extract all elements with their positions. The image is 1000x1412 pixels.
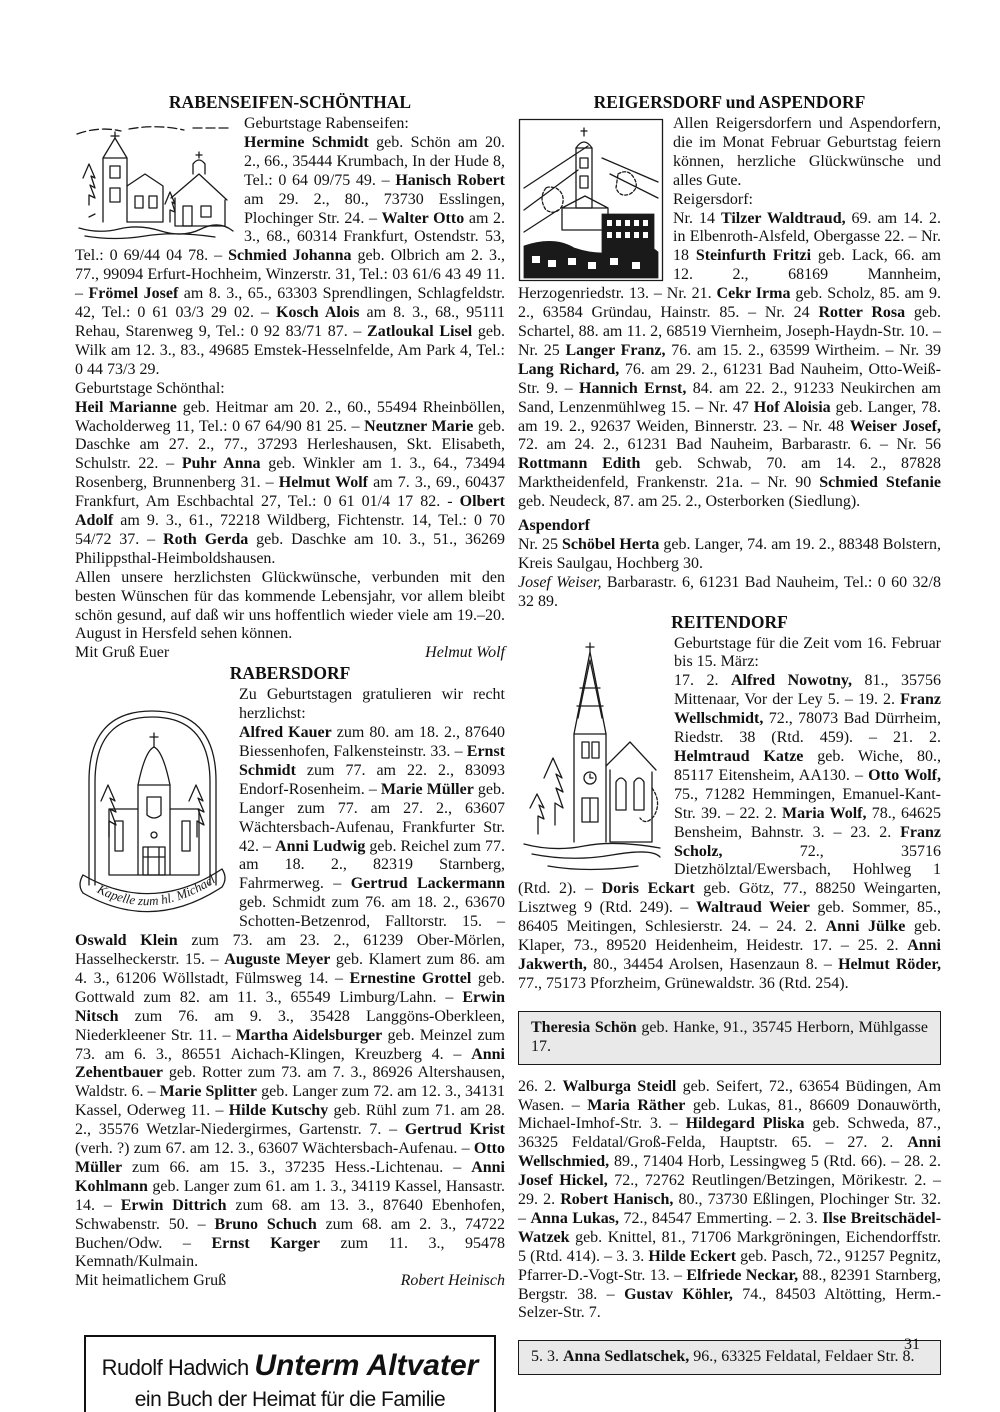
village-scene-illustration xyxy=(518,118,664,282)
signature-row xyxy=(75,644,505,663)
book-ad-author: Rudolf Hadwich xyxy=(101,1355,255,1381)
svg-text:Kapelle zum hl. Michael xyxy=(94,872,218,909)
section-reitendorf xyxy=(518,635,941,994)
highlight-entry: Theresia Schön geb. Hanke, 91., 35745 Herborn, Mühlgasse 17. xyxy=(531,1018,929,1055)
signature-row xyxy=(75,1272,505,1291)
signature-name: Helmut Wolf xyxy=(425,644,505,662)
village-church-illustration xyxy=(75,118,235,242)
book-ad-title: Unterm Altvater xyxy=(254,1349,479,1383)
signature-name: Robert Heinisch xyxy=(400,1272,505,1290)
highlight-entry: 5. 3. Anna Sedlatschek, 96., 63325 Feldatal, Feldaer Str. 8. xyxy=(531,1348,915,1366)
reitendorf-birthday-list-2: 26. 2. Walburga Steidl geb. Seifert, 72., 63654 Büdingen, Am Wasen. – Maria Räther geb. Lukas, 81., 86609 Donauwörth, Michael-Imhof-Str. 3. – Hildegard Pliska geb. Schweda, 87., 36325 Feldatal/Groß-Felda, Hauptstr. 65. – 27. 2. Anni Wellschmied, 89., 71404 Horb, Lessingweg 5 (Rtd. 66). – 28. 2. Josef Hickel, 72., 72762 Reutlingen/Betzingen, Mörikestr. 2. – 29. 2. Robert Hanisch, 80., 73730 Eßlingen, Plochinger Str. 32. – Anna Lukas, 72., 84547 Emmerting. – 2. 3. Ilse Breitschädel-Watzek geb. Knittel, 81., 71706 Markgröningen, Eichendorffstr. 5 (Rtd. 414). – 3. 3. Hilde Eckert geb. Pasch, 72., 91257 Pegnitz, Pfarrer-D.-Vogt-Str. 13. – Elfriede Neckar, 88., 82391 Starnberg, Bergstr. 38. – Gustav Köhler, 74., 84503 Altötting, Herm.-Selzer-Str. 7. xyxy=(518,1077,942,1322)
reitendorf-intro: Geburtstage für die Zeit vom 16. Februar bis 15. März: xyxy=(674,634,941,671)
aspendorf-contact-line: Josef Weiser, Barbarastr. 6, 61231 Bad Nauheim, Tel.: 0 60 32/8 32 89. xyxy=(518,573,942,610)
book-ad-line1 xyxy=(90,1351,490,1383)
rabersdorf-intro: Zu Geburtstagen gratulieren wir recht herzlichst: xyxy=(239,686,505,723)
reigersdorf-label: Reigersdorf: xyxy=(673,190,753,208)
two-column-layout xyxy=(75,92,941,1412)
section-rabenseifen xyxy=(75,115,505,663)
highlight-box-theresia-schoen xyxy=(518,1011,941,1065)
chapel-arch-illustration xyxy=(75,689,230,921)
section-title-rabenseifen-schoenthal: RABENSEIFEN-SCHÖNTHAL xyxy=(168,92,412,112)
aspendorf-birthday-entry: Nr. 25 Schöbel Herta geb. Langer, 74. am 19. 2., 88348 Bolstern, Kreis Saulgau, Hochberg 30. xyxy=(518,535,942,572)
rabenseifen-intro: Geburtstage Rabenseifen: xyxy=(244,115,409,132)
reigersdorf-intro: Allen Reigersdorfern und Aspendorfern, die im Monat Februar Geburtstag feiern können, herzliche Glückwünsche und alles Gute. xyxy=(673,115,941,189)
rabenseifen-closing: Allen unsere herzlichsten Glückwünsche, verbunden mit den besten Wünschen für das kommende Lebensjahr, vor allem bleibt schön gesund, auf daß wir uns hoffentlich wieder viele am 19.–20. August in Hersfeld sehen können. xyxy=(75,568,505,643)
book-ad-line2: ein Buch der Heimat für die Familie xyxy=(134,1388,446,1412)
left-column xyxy=(75,92,505,1412)
rabenseifen-birthday-list-1: Hermine Schmidt geb. Schön am 20. 2., 66., 35444 Krumbach, In der Hude 8, Tel.: 0 64 09/75 49. – Hanisch Robert am 29. 2., 80., 73730 Esslingen, Plochinger Str. 24. – Walter Otto am 2. 3., 68., 60314 Frankfurt, Ostendstr. 53, Tel.: 0 69/44 04 78. – Schmied Johanna geb. Olbrich am 2. 3., 77., 99094 Erfurt-Hochheim, Winzerstr. 31, Tel.: 03 61/6 43 49 11. – Frömel Josef am 8. 3., 65., 63303 Sprendlingen, Schlagfeldstr. 42, Tel.: 0 61 03/3 29 02. – Kosch Alois am 8. 3., 68., 95111 Rehau, Starenweg 9, Tel.: 0 92 83/71 87. – Zatloukal Lisel geb. Wilk am 12. 3., 83., 49685 Emstek-Hesselnfelde, Am Park 4, Tel.: 0 44 73/3 29. xyxy=(75,133,506,378)
signature-greeting: Mit Gruß Euer xyxy=(75,644,170,662)
highlight-box-anna-sedlatschek xyxy=(518,1340,941,1375)
reigersdorf-birthday-list: Nr. 14 Tilzer Waldtraud, 69. am 14. 2. in Elbenroth-Alsfeld, Obergasse 22. – Nr. 18 Steinfurth Fritzi geb. Lack, 66. am 12. 2., 68169 Mannheim, Herzogenriedstr. 13. – Nr. 21. Cekr Irma geb. Scholz, 85. am 9. 2., 63584 Gründau, Hainstr. 85. – Nr. 24 Rotter Rosa geb. Schartel, 88. am 11. 2, 68519 Viernheim, Joseph-Haydn-Str. 10. – Nr. 25 Langer Franz, 76. am 15. 2., 63599 Wirtheim. – Nr. 39 Lang Richard, 76. am 29. 2., 61231 Bad Nauheim, Otto-Weiß-Str. 9. – Hannich Ernst, 84. am 22. 2., 91233 Neukirchen am Sand, Lenzenmühlweg 15. – Nr. 47 Hof Aloisia geb. Langer, 78. am 19. 2., 92637 Weiden, Binnerstr. 23. – Nr. 48 Weiser Josef, 72. am 24. 2., 61231 Bad Nauheim, Barbarastr. 6. – Nr. 56 Rottmann Edith geb. Schwab, 70. am 14. 2., 87828 Marktheidenfeld, Frankenstr. 21a. – Nr. 90 Schmied Stefanie geb. Neudeck, 87. am 25. 2., Osterborken (Siedlung). xyxy=(518,209,942,511)
section-reigersdorf xyxy=(518,115,941,612)
gothic-church-illustration xyxy=(518,638,665,878)
chapel-banner-caption: Kapelle zum hl. Michael xyxy=(94,871,218,909)
aspendorf-subheading: Aspendorf xyxy=(518,517,591,535)
schoenthal-birthday-list: Heil Marianne geb. Heitmar am 20. 2., 60., 55494 Rheinböllen, Wacholderweg 11, Tel.: 0 67 64/90 81 25. – Neutzner Marie geb. Daschke am 27. 2., 77., 37293 Herleshausen, Skt. Elisabeth, Schulstr. 22. – Puhr Anna geb. Winkler am 1. 3., 64., 73494 Rosenberg, Brunnenberg 31. – Helmut Wolf am 7. 3., 69., 60437 Frankfurt, Am Eschbachtal 27, Tel.: 0 61 01/4 17 82. - Olbert Adolf am 9. 3., 61., 72218 Wildberg, Fichtenstr. 14, Tel.: 0 70 54/72 37. – Roth Gerda geb. Daschke am 10. 3., 51., 36269 Philippsthal-Heimboldshausen. xyxy=(75,398,506,567)
reitendorf-birthday-list-1: 17. 2. Alfred Nowotny, 81., 35756 Mittenaar, Vor der Ley 5. – 19. 2. Franz Wellschmidt, 72., 78073 Bad Dürrheim, Riedstr. 38 (Rtd. 459). – 21. 2. Helmtraud Katze geb. Wiche, 80., 85117 Eitensheim, AA130. – Otto Wolf, 75., 71282 Hemmingen, Emanuel-Kant-Str. 39. – 22. 2. Maria Wolf, 78., 64625 Bensheim, Bahnstr. 3. – 23. 2. Franz Scholz, 72., 35716 Dietzhölztal/Ewersbach, Hohlweg 1 (Rtd. 2). – Doris Eckart geb. Götz, 77., 88250 Weingarten, Lisztweg 9 (Rtd. 249). – Waltraud Weier geb. Sommer, 85., 86405 Meitingen, Schlesierstr. 24. – 24. 2. Anni Jülke geb. Klaper, 73., 89520 Heidenheim, Heidestr. 17. – 25. 2. Anni Jakwerth, 80., 34454 Arolsen, Hasenzaun 8. – Helmut Röder, 77., 75173 Pforzheim, Grünewaldstr. 36 (Rtd. 254). xyxy=(518,672,942,992)
right-column xyxy=(518,92,941,1412)
rabersdorf-birthday-list: Alfred Kauer zum 80. am 18. 2., 87640 Biessenhofen, Falkensteinstr. 33. – Ernst Schmidt zum 77. am 22. 2., 83093 Endorf-Rosenheim. – Marie Müller geb. Langer zum 77. am 27. 2., 63607 Wächtersbach-Aufenau, Frankfurter Str. 42. – Anni Ludwig geb. Reichel zum 77. am 18. 2., 82319 Starnberg, Fahrmerweg. – Gertrud Lackermann geb. Schmidt zum 76. am 18. 2., 63670 Schotten-Betzenrod, Falltorstr. 15. – Oswald Klein zum 73. am 23. 2., 61239 Ober-Mörlen, Hasselheckerstr. 15. – Auguste Meyer geb. Klamert zum 86. am 4. 3., 61206 Wöllstadt, Fülmsweg 14. – Ernestine Grottel geb. Gottwald zum 82. am 11. 3., 65549 Limburg/Lahn. – Erwin Nitsch zum 76. am 9. 3., 35428 Langgöns-Oberkleen, Niederkleener Str. 11. – Martha Aidelsburger geb. Meinzel zum 73. am 6. 3., 86551 Aichach-Klingen, Kreuzberg 4. – Anni Zehentbauer geb. Rotter zum 73. am 7. 3., 86926 Altershausen, Waldstr. 6. – Marie Splitter geb. Langer zum 72. am 12. 3., 34131 Kassel, Oderweg 11. – Hilde Kutschy geb. Rühl zum 71. am 28. 2., 35576 Wetzlar-Niedergirmes, Gartenstr. 7. – Gertrud Krist (verh. ?) zum 67. am 12. 3., 63607 Wächtersbach-Aufenau. – Otto Müller zum 66. am 15. 3., 37235 Hess.-Lichtenau. – Anni Kohlmann geb. Langer zum 61. am 1. 3., 34119 Kassel, Hansastr. 14. – Erwin Dittrich zum 68. am 13. 3., 87640 Ebenhofen, Schwabenstr. 50. – Bruno Schuch zum 68. am 2. 3., 74722 Buchen/Odw. – Ernst Karger zum 11. 3., 95478 Kemnath/Kulmain. xyxy=(75,724,506,1271)
section-rabersdorf xyxy=(75,686,505,1291)
section-title-reigersdorf-aspendorf: REIGERSDORF und ASPENDORF xyxy=(593,92,866,112)
page-number: 31 xyxy=(904,1336,920,1353)
signature-greeting: Mit heimatlichem Gruß xyxy=(75,1272,227,1290)
schoenthal-intro: Geburtstage Schönthal: xyxy=(75,379,225,397)
section-title-rabersdorf: RABERSDORF xyxy=(229,663,351,684)
book-advertisement-box xyxy=(84,1335,496,1412)
section-title-reitendorf: REITENDORF xyxy=(671,611,788,632)
